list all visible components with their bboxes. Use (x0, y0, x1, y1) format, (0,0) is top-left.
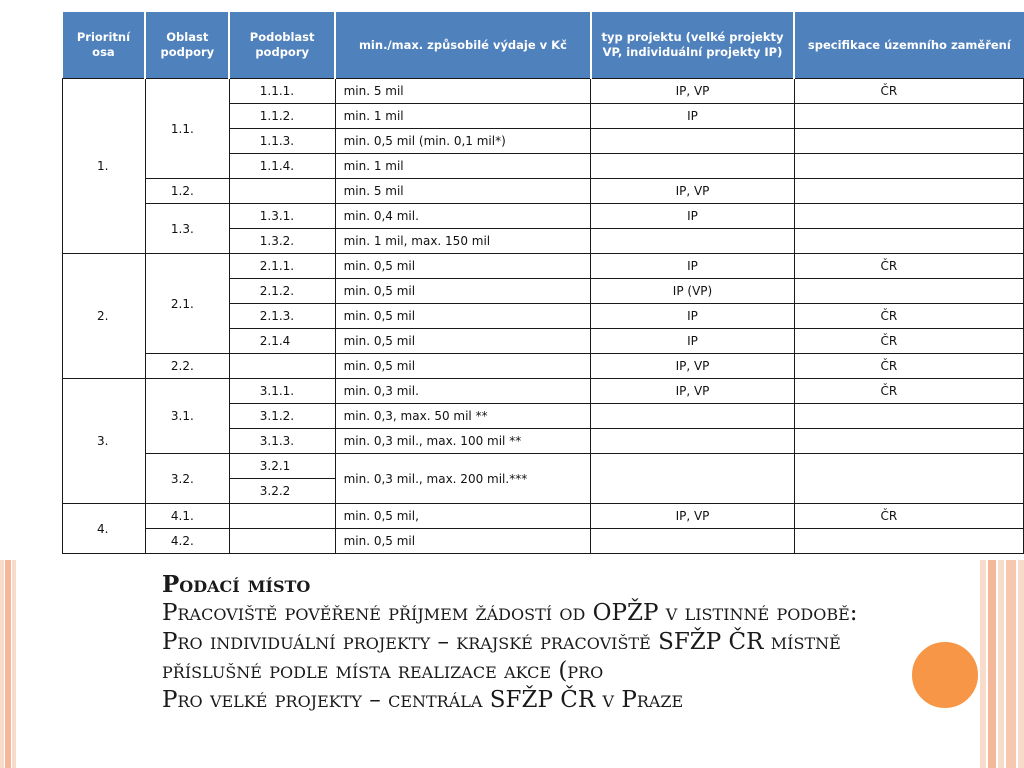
cell-spec (794, 404, 1023, 429)
cell-vydaje: min. 0,4 mil. (335, 204, 591, 229)
cell-vydaje: min. 1 mil (335, 104, 591, 129)
cell-podoblast: 1.3.1. (229, 204, 335, 229)
table-row (63, 454, 1024, 479)
table-row (63, 529, 1024, 554)
text-line-office: Pracoviště pověřené příjmem žádostí od OPŽP v listinné podobě: (162, 600, 858, 626)
table-row (63, 79, 1024, 104)
header-podoblast-podpory: Podoblast podpory (229, 12, 335, 79)
cell-oblast: 4.1. (145, 504, 229, 529)
text-line-large: Pro velké projekty – centrála SFŽP ČR v Praze (162, 687, 684, 713)
cell-vydaje: min. 5 mil (335, 79, 591, 104)
text-line-individual: Pro individuální projekty – krajské pracoviště SFŽP ČR místně příslušné podle místa realizace akce (pro (162, 629, 841, 684)
cell-oblast: 2.2. (145, 354, 229, 379)
cell-podoblast: 1.1.1. (229, 79, 335, 104)
section-heading: Podací místo (162, 571, 311, 598)
cell-podoblast: 3.1.2. (229, 404, 335, 429)
cell-spec: ČR (794, 329, 1023, 354)
cell-spec: ČR (794, 354, 1023, 379)
cell-spec (794, 179, 1023, 204)
cell-podoblast: 1.1.4. (229, 154, 335, 179)
cell-podoblast: 3.2.1 (229, 454, 335, 479)
cell-podoblast: 3.1.1. (229, 379, 335, 404)
cell-spec (794, 104, 1023, 129)
cell-spec (794, 279, 1023, 304)
cell-vydaje: min. 0,3 mil. (335, 379, 591, 404)
cell-vydaje: min. 5 mil (335, 179, 591, 204)
cell-oblast: 1.1. (145, 79, 229, 179)
cell-osa: 2. (63, 254, 146, 379)
cell-typ: IP (591, 104, 794, 129)
cell-podoblast: 3.1.3. (229, 429, 335, 454)
cell-vydaje: min. 0,3 mil., max. 100 mil ** (335, 429, 591, 454)
cell-podoblast: 1.3.2. (229, 229, 335, 254)
cell-typ: IP, VP (591, 354, 794, 379)
cell-typ (591, 154, 794, 179)
cell-spec (794, 129, 1023, 154)
cell-typ (591, 529, 794, 554)
cell-podoblast: 2.1.2. (229, 279, 335, 304)
cell-vydaje: min. 0,5 mil (335, 329, 591, 354)
cell-podoblast (229, 179, 335, 204)
cell-osa: 1. (63, 79, 146, 254)
cell-typ (591, 429, 794, 454)
cell-podoblast: 1.1.3. (229, 129, 335, 154)
cell-typ: IP, VP (591, 504, 794, 529)
header-vydaje: min./max. způsobilé výdaje v Kč (335, 12, 591, 79)
cell-podoblast: 2.1.3. (229, 304, 335, 329)
cell-vydaje: min. 0,5 mil (335, 354, 591, 379)
table-row (63, 179, 1024, 204)
cell-vydaje: min. 0,5 mil (335, 279, 591, 304)
cell-typ: IP (591, 254, 794, 279)
cell-vydaje: min. 0,5 mil (335, 254, 591, 279)
cell-spec: ČR (794, 379, 1023, 404)
cell-spec (794, 229, 1023, 254)
header-prioritni-osa: Prioritní osa (63, 12, 146, 79)
cell-osa: 3. (63, 379, 146, 504)
cell-typ (591, 404, 794, 429)
cell-spec: ČR (794, 504, 1023, 529)
cell-podoblast: 2.1.1. (229, 254, 335, 279)
funding-table (62, 12, 1024, 554)
table-header-row (63, 12, 1024, 79)
cell-vydaje: min. 0,3 mil., max. 200 mil.*** (335, 454, 591, 504)
cell-typ: IP (591, 304, 794, 329)
table-row (63, 504, 1024, 529)
cell-typ: IP (591, 329, 794, 354)
cell-vydaje: min. 1 mil, max. 150 mil (335, 229, 591, 254)
header-oblast-podpory: Oblast podpory (145, 12, 229, 79)
cell-podoblast (229, 504, 335, 529)
cell-oblast: 2.1. (145, 254, 229, 354)
cell-oblast: 3.1. (145, 379, 229, 454)
cell-vydaje: min. 0,3, max. 50 mil ** (335, 404, 591, 429)
cell-podoblast: 2.1.4 (229, 329, 335, 354)
cell-vydaje: min. 0,5 mil (335, 529, 591, 554)
cell-podoblast (229, 529, 335, 554)
header-specifikace: specifikace územního zaměření (794, 12, 1023, 79)
cell-spec: ČR (794, 304, 1023, 329)
table-row (63, 354, 1024, 379)
table-row (63, 379, 1024, 404)
cell-spec (794, 454, 1023, 504)
cell-typ: IP (VP) (591, 279, 794, 304)
table-row (63, 254, 1024, 279)
cell-vydaje: min. 1 mil (335, 154, 591, 179)
cell-spec (794, 154, 1023, 179)
cell-typ (591, 229, 794, 254)
cell-typ: IP (591, 204, 794, 229)
cell-typ (591, 454, 794, 504)
submission-info (162, 570, 942, 715)
cell-podoblast (229, 354, 335, 379)
cell-oblast: 1.2. (145, 179, 229, 204)
cell-vydaje: min. 0,5 mil, (335, 504, 591, 529)
cell-podoblast: 1.1.2. (229, 104, 335, 129)
cell-typ: IP, VP (591, 179, 794, 204)
cell-spec (794, 429, 1023, 454)
cell-vydaje: min. 0,5 mil (335, 304, 591, 329)
cell-spec (794, 204, 1023, 229)
table-row (63, 204, 1024, 229)
cell-podoblast: 3.2.2 (229, 479, 335, 504)
cell-oblast: 4.2. (145, 529, 229, 554)
cell-spec (794, 529, 1023, 554)
cell-spec: ČR (794, 79, 1023, 104)
cell-vydaje: min. 0,5 mil (min. 0,1 mil*) (335, 129, 591, 154)
cell-spec: ČR (794, 254, 1023, 279)
cell-typ: IP, VP (591, 79, 794, 104)
cell-typ: IP, VP (591, 379, 794, 404)
header-typ-projektu: typ projektu (velké projekty VP, individuální projekty IP) (591, 12, 794, 79)
cell-osa: 4. (63, 504, 146, 554)
cell-typ (591, 129, 794, 154)
cell-oblast: 3.2. (145, 454, 229, 504)
cell-oblast: 1.3. (145, 204, 229, 254)
